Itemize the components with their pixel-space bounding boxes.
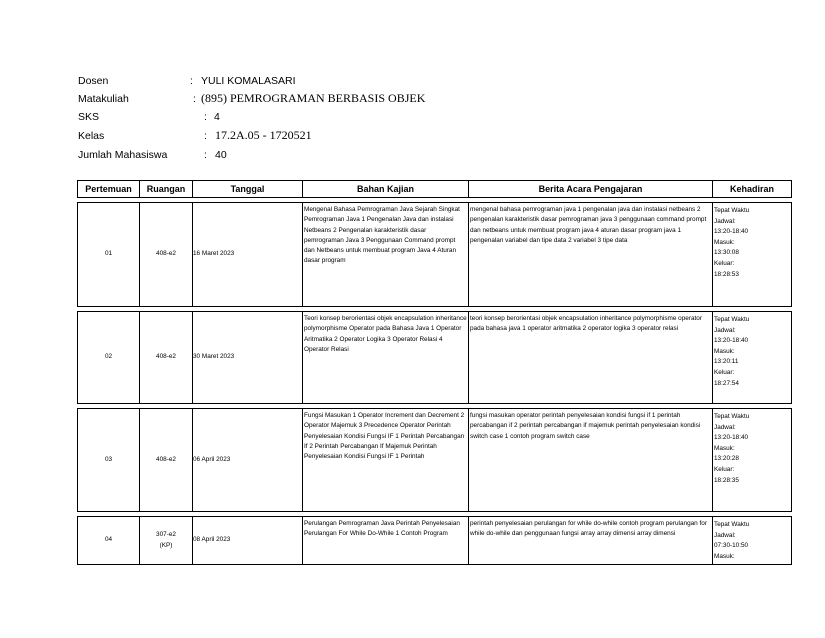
kehadiran-line: Jadwal:	[714, 326, 736, 334]
attendance-table	[77, 180, 792, 565]
berita-acara-text: teori konsep berorientasi objek encapsulation inheritance polymorphisme operator pada bahasa java 1 operator aritmatika 2 operator logika 3 operator relasi	[470, 315, 702, 333]
table-row	[78, 517, 792, 565]
cell-bahan-kajian	[303, 517, 469, 565]
cell-ruangan: 408-e2	[140, 409, 193, 512]
cell-ruangan: 408-e2	[140, 203, 193, 307]
kehadiran-line: Masuk:	[714, 238, 735, 246]
kehadiran-line: Keluar:	[714, 368, 735, 376]
cell-tanggal: 16 Maret 2023	[193, 203, 303, 307]
jumlah-label: Jumlah Mahasiswa	[78, 149, 168, 161]
kehadiran-line: Jadwal:	[714, 531, 736, 539]
kehadiran-line: Tepat Waktu	[714, 413, 750, 420]
col-berita-acara: Berita Acara Pengajaran	[469, 181, 713, 198]
jumlah-sep: :	[204, 149, 207, 161]
cell-pertemuan: 02	[78, 312, 140, 404]
table-header-row	[78, 181, 792, 198]
kehadiran-line: 07:30-10:50	[714, 542, 749, 550]
cell-kehadiran	[713, 203, 792, 307]
kehadiran-line: 13:30:08	[714, 249, 739, 257]
col-pertemuan: Pertemuan	[78, 181, 140, 198]
sks-sep: :	[204, 111, 207, 123]
kehadiran-line: Masuk:	[714, 552, 735, 560]
sks-label: SKS	[78, 111, 100, 123]
dosen-value: YULI KOMALASARI	[201, 75, 296, 87]
kehadiran-line: Tepat Waktu	[714, 521, 750, 528]
kehadiran-line: 13:20-18:40	[714, 228, 749, 236]
cell-tanggal: 30 Maret 2023	[193, 312, 303, 404]
kehadiran-line: 18:28:53	[714, 270, 739, 278]
kehadiran-line: 13:20:28	[714, 455, 739, 463]
kehadiran-line: Keluar:	[714, 259, 735, 267]
kehadiran-line: 13:20:11	[714, 358, 739, 366]
kehadiran-line: 13:20-18:40	[714, 434, 749, 442]
table-row	[78, 312, 792, 404]
matakuliah-value: (895) PEMROGRAMAN BERBASIS OBJEK	[201, 91, 426, 105]
cell-ruangan: 408-e2	[140, 312, 193, 404]
bahan-kajian-text: Perulangan Pemrograman Java Perintah Penyelesaian Perulangan For While Do-While 1 Contoh Program	[304, 520, 460, 538]
kelas-sep: :	[204, 130, 207, 142]
cell-kehadiran	[713, 409, 792, 512]
cell-berita-acara	[469, 312, 713, 404]
cell-berita-acara	[469, 517, 713, 565]
kelas-label: Kelas	[78, 130, 105, 142]
col-tanggal: Tanggal	[193, 181, 303, 198]
kehadiran-line: Masuk:	[714, 347, 735, 355]
kehadiran-line: Jadwal:	[714, 423, 736, 431]
cell-berita-acara	[469, 203, 713, 307]
cell-bahan-kajian	[303, 312, 469, 404]
kehadiran-line: Keluar:	[714, 465, 735, 473]
table-row	[78, 203, 792, 307]
kehadiran-line: 18:27:54	[714, 379, 739, 387]
kehadiran-line: 13:20-18:40	[714, 337, 749, 345]
bahan-kajian-text: Teori konsep berorientasi objek encapsulation inheritance polymorphisme Operator pada Bahasa Java 1 Operator Aritmatika 2 Operator Logika 3 Operator Relasi 4 Operator Relasi	[304, 315, 467, 353]
cell-pertemuan: 01	[78, 203, 140, 307]
kehadiran-line: Tepat Waktu	[714, 207, 750, 214]
kelas-value: 17.2A.05 - 1720521	[215, 128, 312, 142]
berita-acara-text: perintah penyelesaian perulangan for while do-while contoh program perulangan for while do-while dan penggunaan fungsi array array dimensi array dimensi	[470, 520, 707, 538]
dosen-sep: :	[190, 75, 193, 87]
kehadiran-line: Jadwal:	[714, 217, 736, 225]
kehadiran-line: Masuk:	[714, 444, 735, 452]
dosen-label: Dosen	[78, 75, 109, 87]
bahan-kajian-text: Mengenal Bahasa Pemrograman Java Sejarah Singkat Pemrograman Java 1 Pengenalan Java dan instalasi Netbeans 2 Pengenalan karakteristik dasar pemrograman Java 3 Penggunaan Command prompt dan Netbeans untuk membuat program Java 4 Aturan dasar program	[304, 206, 460, 265]
cell-kehadiran	[713, 517, 792, 565]
cell-bahan-kajian	[303, 409, 469, 512]
cell-pertemuan: 04	[78, 517, 140, 565]
matakuliah-sep: :	[193, 93, 196, 105]
jumlah-value: 40	[215, 149, 227, 161]
table-row	[78, 409, 792, 512]
bahan-kajian-text: Fungsi Masukan 1 Operator Increment dan Decrement 2 Operator Majemuk 3 Precedence Operator Perintah Penyelesaian Kondisi Fungsi IF 1 Perintah Percabangan If 2 Perintah Percabangan If Majemuk Perintah Penyelesaian Kondisi Fungsi IF 1 Perintah	[304, 412, 465, 461]
col-kehadiran: Kehadiran	[713, 181, 792, 198]
col-bahan-kajian: Bahan Kajian	[303, 181, 469, 198]
cell-kehadiran	[713, 312, 792, 404]
matakuliah-label: Matakuliah	[78, 93, 129, 105]
cell-ruangan: 307-e2 (KP)	[140, 517, 193, 565]
col-ruangan: Ruangan	[140, 181, 193, 198]
cell-berita-acara	[469, 409, 713, 512]
cell-bahan-kajian	[303, 203, 469, 307]
sks-value: 4	[214, 111, 220, 123]
cell-tanggal: 06 April 2023	[193, 409, 303, 512]
cell-pertemuan: 03	[78, 409, 140, 512]
cell-tanggal: 08 April 2023	[193, 517, 303, 565]
berita-acara-text: fungsi masukan operator perintah penyelesaian kondisi fungsi if 1 perintah percabangan if 2 perintah percabangan if majemuk perintah penyelesaian kondisi switch case 1 contoh program switch case	[470, 412, 701, 440]
kehadiran-line: Tepat Waktu	[714, 316, 750, 323]
kehadiran-line: 18:28:35	[714, 476, 739, 484]
berita-acara-text: mengenal bahasa pemrograman java 1 pengenalan java dan instalasi netbeans 2 pengenalan karakteristik dasar pemrograman java 3 penggunaan command prompt dan netbeans untuk membuat program java 4 aturan dasar program java 1 pengenalan variabel dan tipe data 2 variabel 3 tipe data	[470, 206, 707, 244]
